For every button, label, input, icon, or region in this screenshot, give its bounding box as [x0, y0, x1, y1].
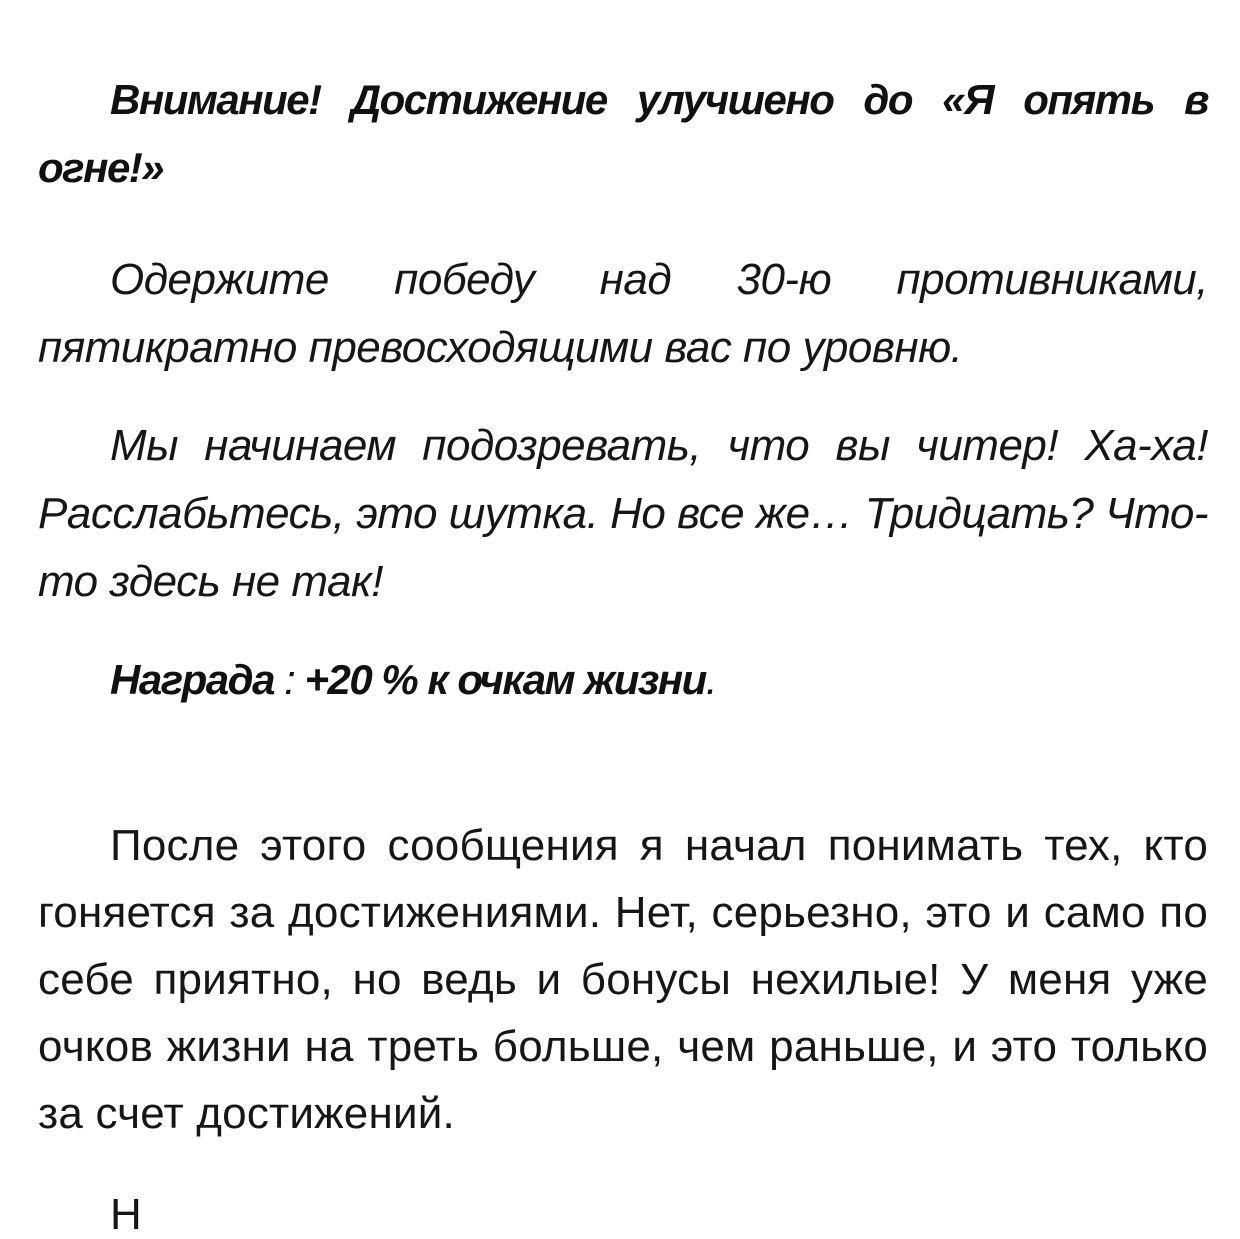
- reward-label: Награда: [110, 656, 274, 703]
- cutoff-next-line: Н: [110, 1190, 142, 1239]
- achievement-alert: Внимание! Достижение улучшено до «Я опять в огне!»: [38, 76, 1208, 191]
- narrative-paragraph: После этого сообщения я начал понимать тех, кто гоняется за достижениями. Нет, серьезно, это и само по себе приятно, но ведь и бонусы нехилые! У меня уже очков жизни на треть больше, чем раньше, и это только за счет достижений.: [38, 821, 1208, 1138]
- reward-value: +20 % к очкам жизни: [304, 656, 706, 703]
- document-page: [38, 66, 1208, 1147]
- reward-end: .: [705, 656, 717, 703]
- achievement-description: Одержите победу над 30-ю противниками, пятикратно превосходящими вас по уровню.: [38, 255, 1208, 372]
- reward-separator: :: [273, 656, 305, 703]
- achievement-reward: [38, 646, 1208, 714]
- achievement-quip: Мы начинаем подозревать, что вы читер! Ха-ха! Расслабьтесь, это шутка. Но все же… Тридцать? Что-то здесь не так!: [38, 421, 1208, 606]
